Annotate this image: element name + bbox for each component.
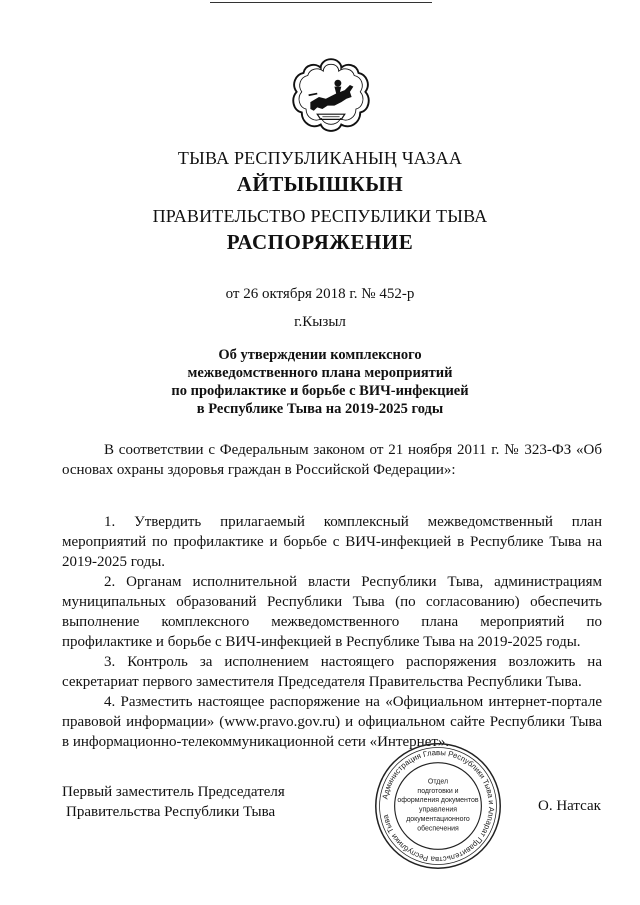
order-item-2: 2. Органам исполнительной власти Республики Тыва, администрациям муниципальных образований Республики Тыва (по согласованию) обеспечить выполнение комплексного межведомственного плана мероприятий по профилактике и борьбе с ВИЧ-инфекцией в Республике Тыва на 2019-2025 годы. (62, 574, 602, 650)
header-tuvan-government: ТЫВА РЕСПУБЛИКАНЫҢ ЧАЗАА (177, 148, 463, 168)
header-russian-doc-type: РАСПОРЯЖЕНИЕ (226, 230, 414, 254)
office-stamp (372, 740, 504, 872)
stamp-center-line: подготовки и (417, 787, 459, 795)
order-item-3: 3. Контроль за исполнением настоящего распоряжения возложить на секретариат первого заместителя Председателя Правительства Республики Тыва. (62, 654, 602, 690)
signatory-position (62, 782, 285, 822)
subject-line: в Республике Тыва на 2019-2025 годы (196, 401, 444, 417)
subject-line: Об утверждении комплексного (218, 347, 422, 363)
order-items (62, 512, 602, 752)
document-city: г.Кызыл (294, 314, 346, 330)
subject-line: по профилактике и борьбе с ВИЧ-инфекцией (171, 383, 469, 399)
stamp-ring-text: Администрация Главы Республики Тыва и Аппарат Правительства Республики Тыва (380, 748, 496, 864)
header-tuvan-doc-type: АЙТЫЫШКЫН (236, 172, 404, 196)
top-rule (210, 2, 432, 3)
stamp-center-line: документационного (406, 816, 470, 824)
document-date-number: от 26 октября 2018 г. № 452-р (225, 286, 415, 302)
subject-line: межведомственного плана мероприятий (187, 365, 453, 381)
signatory-position-line: Правительства Республики Тыва (66, 804, 276, 820)
preamble (62, 440, 602, 480)
signatory-name: О. Натсак (538, 798, 601, 814)
order-item-1: 1. Утвердить прилагаемый комплексный межведомственный план мероприятий по профилактике и борьбе с ВИЧ-инфекцией в Республике Тыва на 2019-2025 годы. (62, 514, 602, 570)
preamble-text: В соответствии с Федеральным законом от 21 ноября 2011 г. № 323-ФЗ «Об основах охраны здоровья граждан в Российской Федерации»: (62, 442, 602, 478)
stamp-center-line: Отдел (427, 778, 449, 786)
stamp-center-line: оформления документов (397, 797, 479, 805)
order-item-4: 4. Разместить настоящее распоряжение на «Официальном интернет-портале правовой информации» (www.pravo.gov.ru) и официальном сайте Республики Тыва в информационно-телекоммуникационной сети «Интернет». (62, 694, 602, 750)
document-subject (0, 346, 640, 418)
tuva-emblem-icon (288, 54, 374, 140)
header-russian-government: ПРАВИТЕЛЬСТВО РЕСПУБЛИКИ ТЫВА (152, 206, 488, 226)
signatory-position-line: Первый заместитель Председателя (62, 784, 285, 800)
stamp-center-line: управления (418, 806, 458, 814)
stamp-center-line: обеспечения (417, 825, 459, 833)
